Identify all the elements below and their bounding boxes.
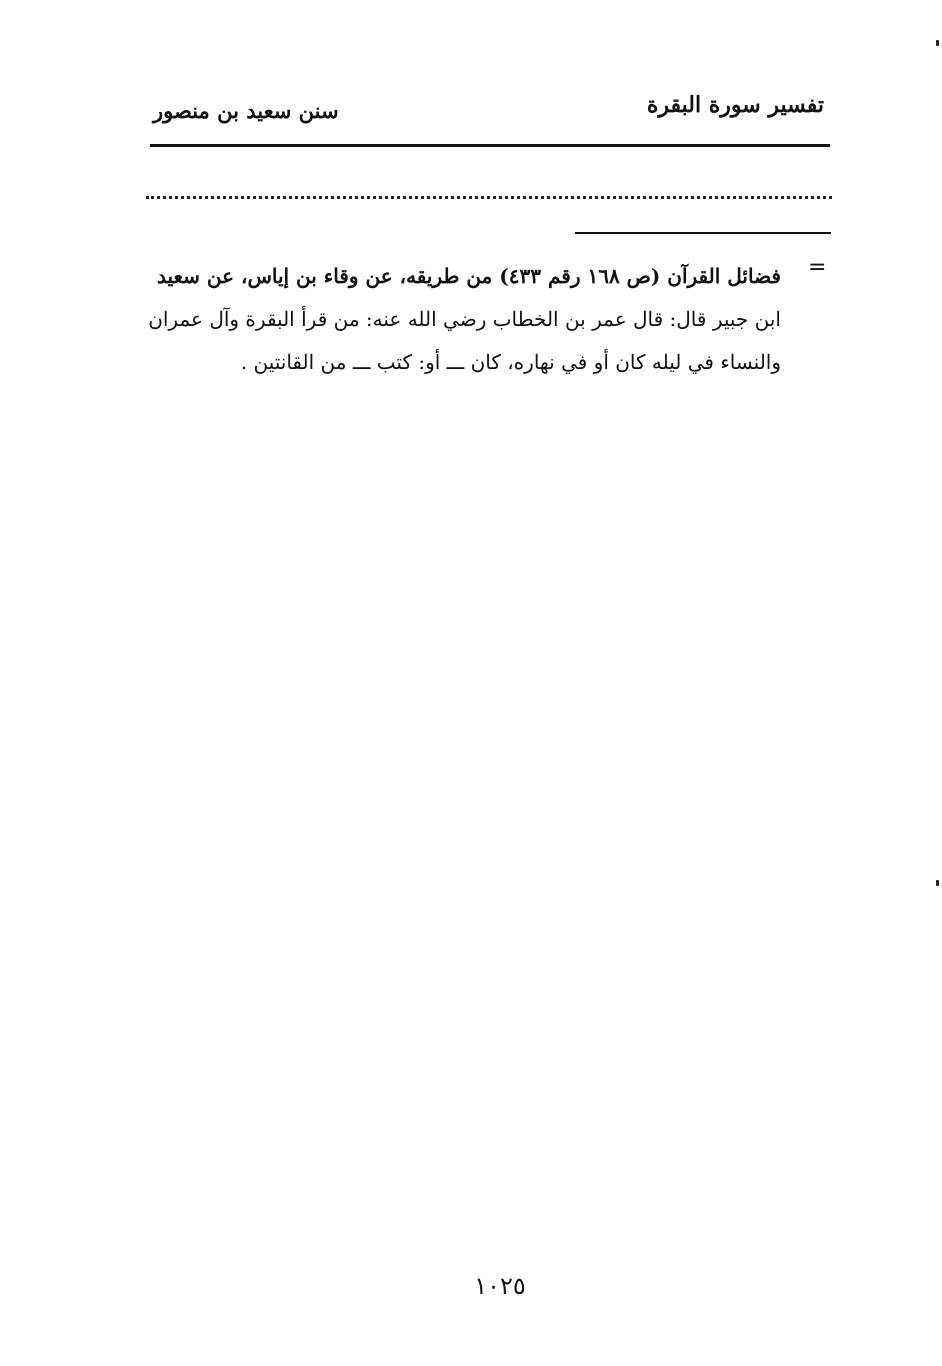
page-number: ١٠٢٥ — [474, 1272, 526, 1300]
footnote-text — [143, 255, 781, 384]
scan-speck — [936, 40, 939, 46]
footnote-line: ابن جبير قال: قال عمر بن الخطاب رضي الله عنه: من قرأ البقرة وآل عمران — [148, 307, 781, 331]
footnote-continuation-mark: = — [808, 255, 827, 280]
footnote-line: والنساء في ليله كان أو في نهاره، كان ـــ أو: كتب ـــ من القانتين . — [240, 350, 781, 374]
scan-speck — [936, 880, 939, 886]
dotted-separator — [146, 196, 832, 199]
footnote-separator-rule — [575, 232, 831, 234]
running-header-surah-title: تفسير سورة البقرة — [646, 92, 824, 118]
header-rule — [150, 144, 830, 147]
footnote-line: فضائل القرآن (ص ١٦٨ رقم ٤٣٣) من طريقه، عن وقاء بن إياس، عن سعيد — [156, 264, 781, 288]
running-header-book-title: سنن سعيد بن منصور — [153, 98, 339, 123]
